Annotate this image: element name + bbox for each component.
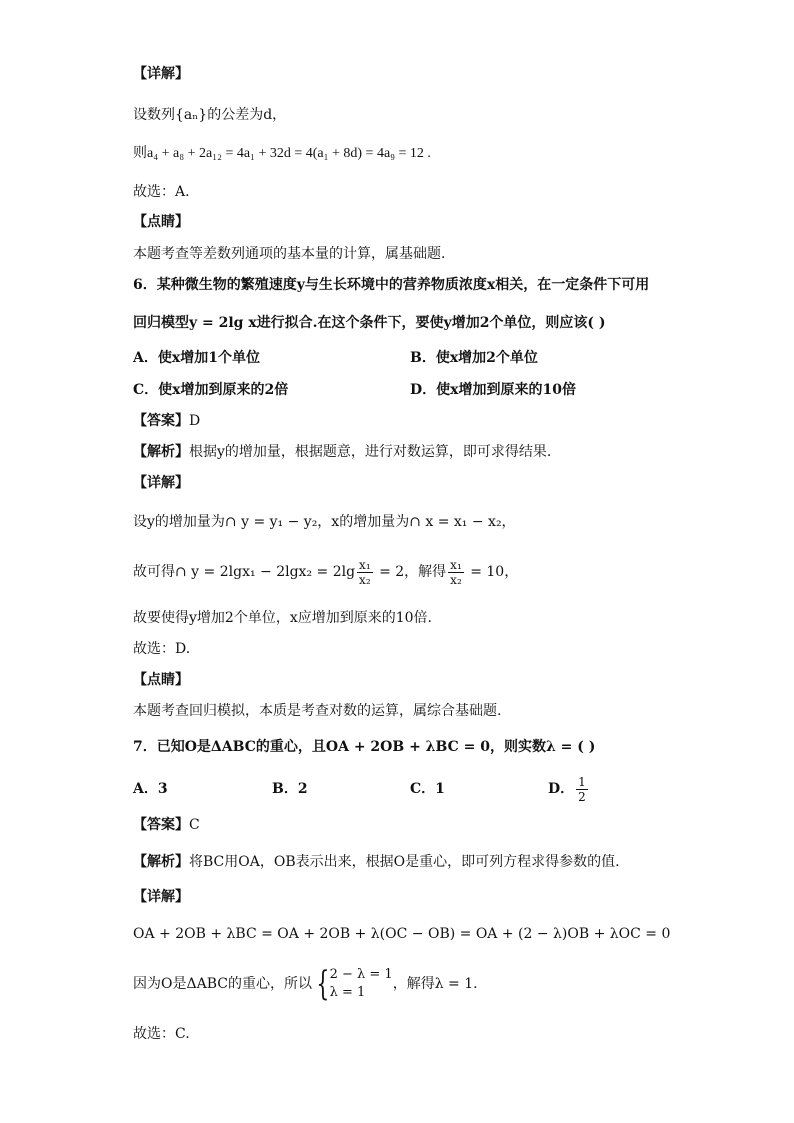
q7-choose: 故选：C.	[133, 1026, 190, 1042]
q6-stem-1: 6．某种微生物的繁殖速度y与生长环境中的营养物质浓度x相关，在一定条件下可用	[133, 277, 650, 293]
frac-num: x₁	[359, 557, 371, 572]
q7-detail-1: OA + 2OB + λBC = OA + 2OB + λ(OC − OB) = OA + (2 − λ)OB + λOC = 0	[133, 926, 671, 942]
q7-detail-2-pre: 因为O是ΔABC的重心，所以	[133, 976, 312, 992]
q7-option-b: B．2	[272, 781, 308, 797]
q6-detail-3: 故要使得y增加2个单位，x应增加到原来的10倍.	[133, 610, 432, 626]
q6-comment-text: 本题考查回归模拟，本质是考查对数的运算，属综合基础题.	[133, 703, 502, 719]
q7-option-d-label: D．	[548, 781, 575, 797]
q7-analysis	[133, 852, 620, 872]
q6-analysis-tag: 【解析】	[133, 444, 189, 460]
q7-analysis-text: 将BC用OA，OB表示出来，根据O是重心，即可列方程求得参数的值.	[189, 854, 620, 870]
q6-choose: 故选：D.	[133, 641, 191, 657]
q7-answer-tag: 【答案】	[133, 817, 189, 833]
q6-detail-2-mid: = 2，解得	[374, 564, 447, 580]
q7-detail-2-post: ，解得λ = 1.	[392, 976, 478, 992]
q7-answer-value: C	[189, 817, 200, 833]
q7-equation-1: 2 − λ = 1	[329, 967, 393, 982]
q6-analysis	[133, 442, 551, 462]
q7-equation-system	[330, 966, 393, 1002]
q6-option-c: C．使x增加到原来的2倍	[133, 382, 289, 398]
frac-den: x₂	[450, 572, 462, 587]
q6-answer-value: D	[189, 413, 201, 429]
frac-den: x₂	[359, 572, 371, 587]
q7-option-d	[548, 772, 590, 806]
q7-stem: 7．已知O是ΔABC的重心，且OA + 2OB + λBC = 0，则实数λ = ( )	[133, 739, 596, 755]
q6-detail-2	[133, 556, 518, 588]
q6-detail-heading: 【详解】	[133, 475, 189, 491]
q6-option-b: B．使x增加2个单位	[410, 350, 538, 366]
q6-stem-2: 回归模型y = 2lg x进行拟合.在这个条件下，要使y增加2个单位，则应该( )	[133, 315, 606, 331]
choose-text: 故选：A.	[133, 184, 190, 200]
q6-fraction-2	[448, 558, 464, 587]
left-brace-icon: {	[316, 964, 330, 1004]
frac-num: 1	[578, 774, 586, 789]
q7-option-a: A．3	[133, 781, 168, 797]
q7-detail-2	[133, 964, 478, 1004]
q7-analysis-tag: 【解析】	[133, 854, 189, 870]
q6-option-d: D．使x增加到原来的10倍	[410, 382, 576, 398]
q6-answer	[133, 411, 200, 431]
setup-text: 设数列{aₙ}的公差为d，	[133, 107, 287, 123]
frac-den: 2	[578, 789, 586, 804]
q6-option-a: A．使x增加1个单位	[133, 350, 260, 366]
q7-option-c: C．1	[410, 781, 445, 797]
comment-heading: 【点睛】	[133, 214, 189, 230]
q7-equation-2: λ = 1	[329, 985, 366, 1000]
q6-analysis-text: 根据y的增加量，根据题意，进行对数运算，即可求得结果.	[189, 444, 552, 460]
q6-answer-tag: 【答案】	[133, 413, 189, 429]
q7-detail-heading: 【详解】	[133, 889, 189, 905]
q7-answer	[133, 815, 200, 835]
q6-detail-2-post: = 10，	[465, 564, 519, 580]
q6-fraction-1	[357, 558, 373, 587]
q7-option-d-fraction	[576, 775, 588, 804]
calc-text: 则a₄ + a₈ + 2a₁₂ = 4a₁ + 32d = 4(a₁ + 8d) = 4a₉ = 12 .	[133, 146, 431, 161]
q6-comment-heading: 【点睛】	[133, 672, 189, 688]
comment-text: 本题考查等差数列通项的基本量的计算，属基础题.	[133, 246, 446, 262]
detail-heading: 【详解】	[133, 66, 189, 82]
q6-detail-2-pre: 故可得∩ y = 2lgx₁ − 2lgx₂ = 2lg	[133, 564, 356, 580]
frac-num: x₁	[450, 557, 462, 572]
q6-detail-1: 设y的增加量为∩ y = y₁ − y₂，x的增加量为∩ x = x₁ − x₂，	[133, 514, 516, 530]
